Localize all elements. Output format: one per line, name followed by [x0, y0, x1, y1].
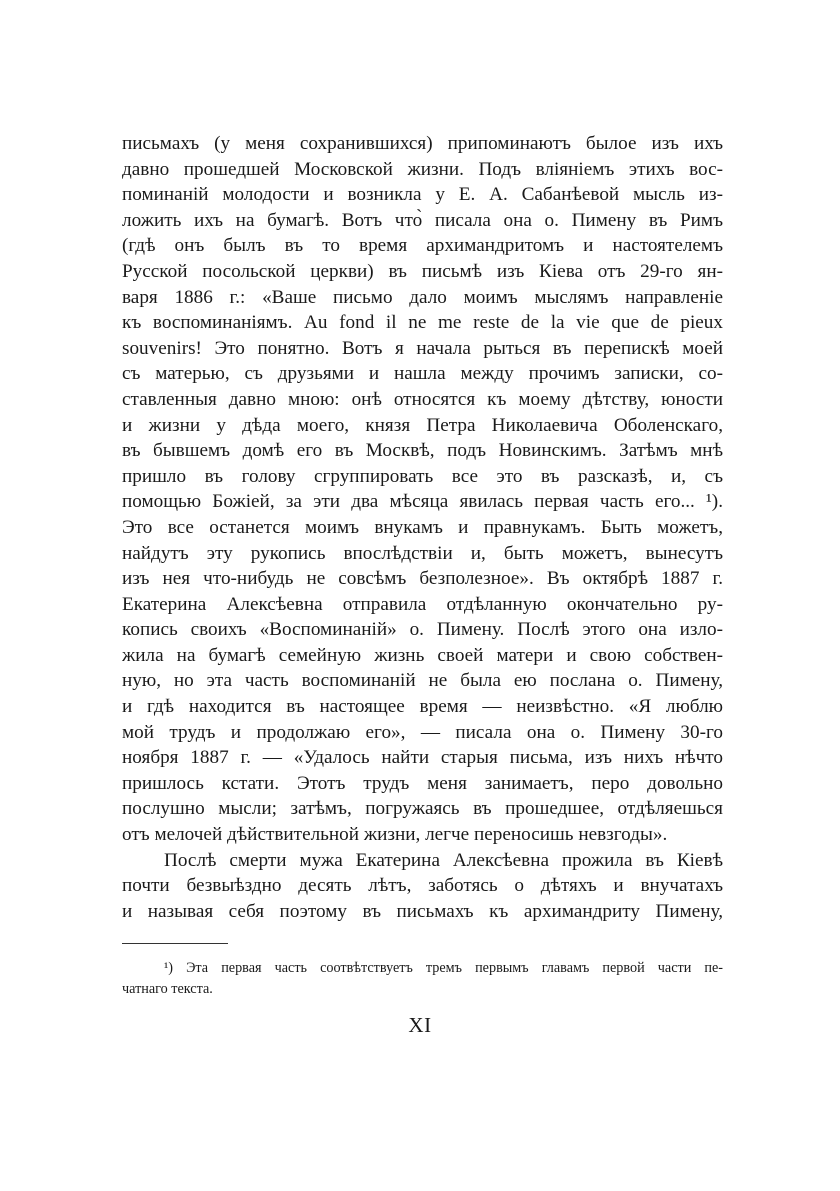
text-line: souvenirs! Это понятно. Вотъ я начала рыться въ перепискѣ моей — [122, 337, 723, 359]
text-line: почти безвыѣздно десять лѣтъ, заботясь о дѣтяхъ и внучатахъ — [122, 875, 723, 897]
text-line: Послѣ смерти мужа Екатерина Алексѣевна прожила въ Кіевѣ — [164, 849, 723, 871]
text-line: отъ мелочей дѣйствительной жизни, легче переносишь невзгоды». — [122, 824, 668, 846]
text-line: послушно мысли; затѣмъ, погружаясь въ прошедшее, отдѣляешься — [122, 798, 723, 820]
text-line: ную, но эта часть воспоминаній не была ею послана о. Пимену, — [122, 670, 723, 692]
text-line: ложить ихъ на бумагѣ. Вотъ что̀ писала она о. Пимену въ Римъ — [122, 209, 723, 231]
footnote-divider — [122, 943, 228, 944]
text-line: письмахъ (у меня сохранившихся) припоминаютъ былое изъ ихъ — [122, 133, 723, 154]
text-line: найдутъ эту рукопись впослѣдствіи и, быть можетъ, вынесутъ — [122, 542, 723, 564]
footnote-line: чатнаго текста. — [122, 981, 213, 997]
text-line: копись своихъ «Воспоминаній» о. Пимену. Послѣ этого она изло- — [122, 619, 723, 641]
main-text — [122, 131, 723, 924]
text-line: ноября 1887 г. — «Удалось найти старыя письма, изъ нихъ нѣчто — [122, 747, 723, 769]
text-line: мой трудъ и продолжаю его», — писала она о. Пимену 30-го — [122, 721, 723, 743]
text-line: и называя себя поэтому въ письмахъ къ архимандриту Пимену, — [122, 900, 723, 922]
text-line: Это все останется моимъ внукамъ и правнукамъ. Быть можетъ, — [122, 516, 723, 538]
text-line: Русской посольской церкви) въ письмѣ изъ Кіева отъ 29-го ян- — [122, 260, 723, 282]
page-number: XI — [408, 1013, 432, 1037]
text-line: пришлось кстати. Этотъ трудъ меня занимаетъ, перо довольно — [122, 772, 723, 794]
text-line: и жизни у дѣда моего, князя Петра Николаевича Оболенскаго, — [122, 414, 723, 436]
text-line: варя 1886 г.: «Ваше письмо дало моимъ мыслямъ направленіе — [122, 286, 723, 308]
text-line: и гдѣ находится въ настоящее время — неизвѣстно. «Я люблю — [122, 696, 723, 718]
footnote — [122, 958, 723, 1000]
text-line: къ воспоминаніямъ. Au fond il ne me reste de la vie que de pieux — [122, 312, 723, 334]
footnote-line: ¹) Эта первая часть соотвѣтствуетъ тремъ первымъ главамъ первой части пе- — [164, 960, 723, 976]
text-line: съ матерью, съ друзьями и нашла между прочимъ записки, со- — [122, 363, 723, 385]
text-line: изъ нея что-нибудь не совсѣмъ безполезное». Въ октябрѣ 1887 г. — [122, 568, 723, 590]
text-line: ставленныя давно мною: онѣ относятся къ моему дѣтству, юности — [122, 388, 723, 410]
text-line: давно прошедшей Московской жизни. Подъ вліяніемъ этихъ вос- — [122, 158, 723, 180]
text-line: помощью Божіей, за эти два мѣсяца явилась первая часть его... ¹). — [122, 491, 723, 513]
text-line: жила на бумагѣ семейную жизнь своей матери и свою собствен- — [122, 644, 723, 666]
text-line: Екатерина Алексѣевна отправила отдѣланную окончательно ру- — [122, 593, 723, 615]
text-line: пришло въ голову сгруппировать все это въ разсказѣ, и, съ — [122, 465, 723, 487]
text-line: (гдѣ онъ былъ въ то время архимандритомъ и настоятелемъ — [122, 235, 723, 257]
text-line: поминаній молодости и возникла у Е. А. Сабанѣевой мысль из- — [122, 184, 723, 206]
text-line: въ бывшемъ домѣ его въ Москвѣ, подъ Новинскимъ. Затѣмъ мнѣ — [122, 440, 723, 462]
